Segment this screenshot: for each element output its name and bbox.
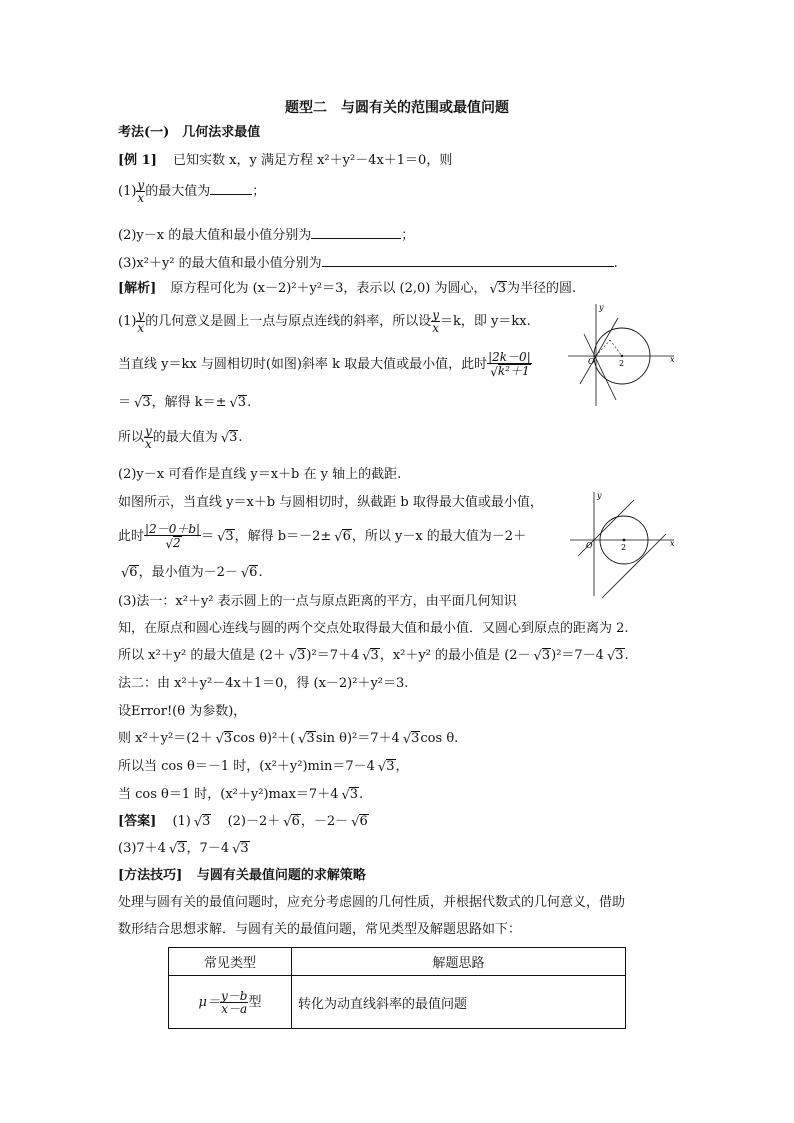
method-paragraph-1: 处理与圆有关的最值问题时，应充分考虑圆的几何性质，并根据代数式的几何意义，借助	[118, 895, 626, 910]
sqrt-value: √ 3	[297, 648, 307, 662]
sqrt-value: √ 3	[142, 395, 152, 409]
fraction	[487, 351, 532, 378]
q2-text: (2)y－x 的最大值和最小值分别为	[118, 228, 312, 243]
type-suffix: 型	[248, 994, 262, 1010]
analysis-text: .	[258, 565, 263, 580]
analysis-line-12	[118, 647, 629, 665]
answer-text: ，－2－	[300, 814, 349, 829]
fraction	[144, 425, 153, 450]
sqrt-value: √ 3	[386, 759, 396, 773]
analysis-text: 原方程可化为 (x－2)²＋y²＝3，表示以 (2,0) 为圆心，	[170, 281, 487, 296]
analysis-text: cos θ)²＋(	[233, 731, 296, 746]
fraction	[144, 523, 201, 550]
radius-dashed	[596, 340, 610, 356]
analysis-text: cos θ.	[420, 731, 459, 746]
sqrt-value: √ 3	[542, 648, 552, 662]
question-1	[118, 178, 265, 206]
q2-end: ；	[401, 228, 415, 243]
table-header-row	[169, 948, 626, 976]
fraction-num: |2－0＋b|	[145, 522, 201, 536]
example-line	[118, 152, 452, 170]
analysis-text: ，解得 k＝±	[151, 395, 227, 410]
fraction-num: y	[145, 424, 152, 438]
sqrt-value: √ 6	[359, 814, 369, 828]
analysis-text: .	[359, 787, 364, 802]
question-3	[118, 252, 618, 273]
analysis-line-16	[118, 758, 409, 776]
example-text: 已知实数 x，y 满足方程 x²＋y²－4x＋1＝0，则	[173, 153, 453, 168]
sqrt-value: √ 3	[349, 787, 359, 801]
analysis-text: ，最小值为－2－	[138, 565, 238, 580]
fraction-num: y－b	[220, 988, 248, 1003]
q1-prefix: (1)	[118, 184, 137, 199]
fraction-num: |2k－0|	[488, 350, 531, 364]
answer-line-1	[118, 813, 369, 831]
analysis-line-8	[118, 522, 526, 552]
analysis-text: )²＝7－4	[551, 648, 604, 663]
tangent-line-lower	[602, 534, 666, 598]
center-label: 2	[621, 543, 627, 552]
analysis-line-15	[118, 730, 458, 748]
sqrt-value: √ 6	[342, 529, 352, 543]
x-label: x	[670, 355, 675, 364]
analysis-label: [解析]	[118, 281, 157, 296]
sqrt-value: √ 3	[229, 430, 239, 444]
analysis-line-17	[118, 786, 363, 804]
analysis-text: 所以	[118, 430, 145, 445]
sqrt-value: √ k²＋1	[498, 364, 530, 378]
analysis-text: ＝	[118, 395, 132, 410]
q2-answer-blank	[311, 224, 401, 239]
page-title: 题型二 与圆有关的范围或最值问题	[285, 100, 509, 116]
analysis-line-4	[118, 394, 251, 412]
example-label: [例 1]	[118, 153, 157, 168]
analysis-text: ，x²＋y² 的最小值是 (2－	[379, 648, 531, 663]
method-label: [方法技巧]	[118, 868, 183, 883]
table-header-type: 常见类型	[169, 948, 292, 976]
fraction-num: y	[137, 308, 145, 322]
q1-fraction	[136, 179, 145, 204]
analysis-line-14: 设Error!(θ 为参数)，	[118, 704, 247, 719]
y-label: y	[597, 491, 602, 500]
analysis-text: 为半径的圆.	[507, 281, 577, 296]
type-prefix: μ＝	[198, 994, 220, 1010]
methods-table	[168, 947, 626, 1029]
answer-text: ，7－4	[186, 841, 230, 856]
sqrt-value: √ 2	[173, 536, 181, 550]
q1-answer-blank	[210, 180, 252, 195]
analysis-line-10: (3)法一：x²＋y² 表示圆上的一点与原点距离的平方，由平面几何知识	[118, 594, 517, 609]
method-title: 与圆有关最值问题的求解策略	[196, 868, 366, 883]
analysis-text: 当 cos θ＝1 时，(x²＋y²)max＝7＋4	[118, 787, 339, 802]
analysis-text: 所以 x²＋y² 的最大值是 (2＋	[118, 648, 286, 663]
fraction-den	[487, 364, 532, 378]
analysis-text: ，解得 b＝－2±	[234, 529, 332, 544]
q1-end: ；	[252, 184, 266, 199]
fraction-den: x－a	[221, 1001, 248, 1016]
q1-text: 的最大值为	[145, 184, 211, 199]
x-label: x	[670, 539, 675, 548]
analysis-text: 此时	[118, 529, 145, 544]
sqrt-value: √ 3	[370, 648, 380, 662]
origin-label: O	[588, 357, 595, 366]
fraction-den: x	[432, 321, 439, 335]
q1-num: y	[137, 178, 145, 192]
analysis-line-7: 如图所示，当直线 y＝x＋b 与圆相切时，纵截距 b 取得最大值或最小值，	[118, 495, 543, 510]
analysis-line-5	[118, 424, 243, 452]
sqrt-value: √ 3	[224, 731, 234, 745]
analysis-text: )²＝7＋4	[306, 648, 360, 663]
answer-text: (1)	[172, 814, 191, 829]
analysis-line-6: (2)y－x 可看作是直线 y＝x＋b 在 y 轴上的截距.	[118, 467, 402, 482]
radius-dashed	[610, 340, 622, 356]
question-2	[118, 224, 414, 245]
method-heading	[118, 867, 366, 885]
sqrt-value: √ 3	[411, 731, 421, 745]
analysis-text: ＝	[201, 529, 215, 544]
analysis-text: .	[238, 430, 243, 445]
tangent-line-upper	[580, 318, 618, 384]
analysis-line-1	[118, 280, 576, 298]
answer-text: (3)7＋4	[118, 841, 166, 856]
figure-2-diagram	[568, 488, 678, 600]
analysis-text: 则 x²＋y²＝(2＋	[118, 731, 213, 746]
origin-label: O	[586, 541, 593, 550]
analysis-text: .	[624, 648, 629, 663]
analysis-text: (1)	[118, 314, 137, 329]
method-paragraph-2: 数形结合思想求解．与圆有关的最值问题，常见类型及解题思路如下：	[118, 922, 522, 937]
table-header-idea: 解题思路	[292, 948, 626, 976]
q1-den: x	[137, 191, 145, 205]
fraction-den: x	[145, 437, 152, 451]
center-point	[623, 539, 626, 542]
analysis-line-2	[118, 308, 531, 336]
analysis-text: 当直线 y＝kx 与圆相切时(如图)斜率 k 取最大值或最小值，此时	[118, 357, 488, 372]
fraction-den	[144, 536, 201, 550]
sqrt-value: √ 3	[497, 281, 507, 295]
answer-label: [答案]	[118, 814, 157, 829]
table-row	[169, 976, 626, 1029]
tangent-line-lower	[584, 334, 616, 400]
sqrt-value: √ 6	[129, 565, 139, 579]
table-cell-type	[169, 976, 292, 1029]
analysis-text: ＝k，即 y＝kx.	[440, 314, 531, 329]
table-cell-idea: 转化为动直线斜率的最值问题	[292, 976, 626, 1029]
analysis-line-3	[118, 350, 532, 380]
center-label: 2	[619, 359, 625, 368]
analysis-text: .	[247, 395, 252, 410]
center-point	[621, 355, 623, 357]
q3-answer-blank	[322, 252, 614, 267]
sqrt-value: √ 3	[202, 814, 212, 828]
analysis-text: 所以当 cos θ＝－1 时，(x²＋y²)min＝7－4	[118, 759, 375, 774]
analysis-line-13: 法二：由 x²＋y²－4x＋1＝0，得 (x－2)²＋y²＝3.	[118, 676, 409, 691]
analysis-text: ，	[395, 759, 409, 774]
y-label: y	[599, 303, 604, 312]
q3-text: (3)x²＋y² 的最大值和最小值分别为	[118, 256, 322, 271]
analysis-text: sin θ)²＝7＋4	[315, 731, 400, 746]
analysis-text: ，所以 y－x 的最大值为－2＋	[351, 529, 527, 544]
answer-line-2	[118, 840, 250, 858]
sqrt-value: √ 3	[225, 529, 235, 543]
sqrt-value: √ 3	[306, 731, 316, 745]
analysis-text: 的最大值为	[152, 430, 218, 445]
analysis-line-9	[118, 564, 263, 582]
fraction	[136, 309, 145, 334]
fraction	[431, 309, 440, 334]
sqrt-value: √ 3	[238, 395, 248, 409]
q3-end: .	[613, 256, 618, 271]
figure-1-diagram	[566, 300, 678, 410]
sqrt-value: √ 3	[177, 841, 187, 855]
sqrt-value: √ 3	[615, 648, 625, 662]
analysis-text: 的几何意义是圆上一点与原点连线的斜率，所以设	[145, 314, 432, 329]
analysis-line-11: 知，在原点和圆心连线与圆的两个交点处取得最大值和最小值．又圆心到原点的距离为 2.	[118, 621, 629, 636]
sqrt-value: √ 3	[240, 841, 250, 855]
answer-text: (2)－2＋	[227, 814, 281, 829]
fraction-num: y	[432, 308, 439, 322]
section-heading: 考法(一) 几何法求最值	[118, 125, 261, 140]
sqrt-value: √ 6	[291, 814, 301, 828]
fraction-den: x	[137, 321, 145, 335]
fraction	[220, 990, 248, 1015]
sqrt-value: √ 6	[249, 565, 259, 579]
